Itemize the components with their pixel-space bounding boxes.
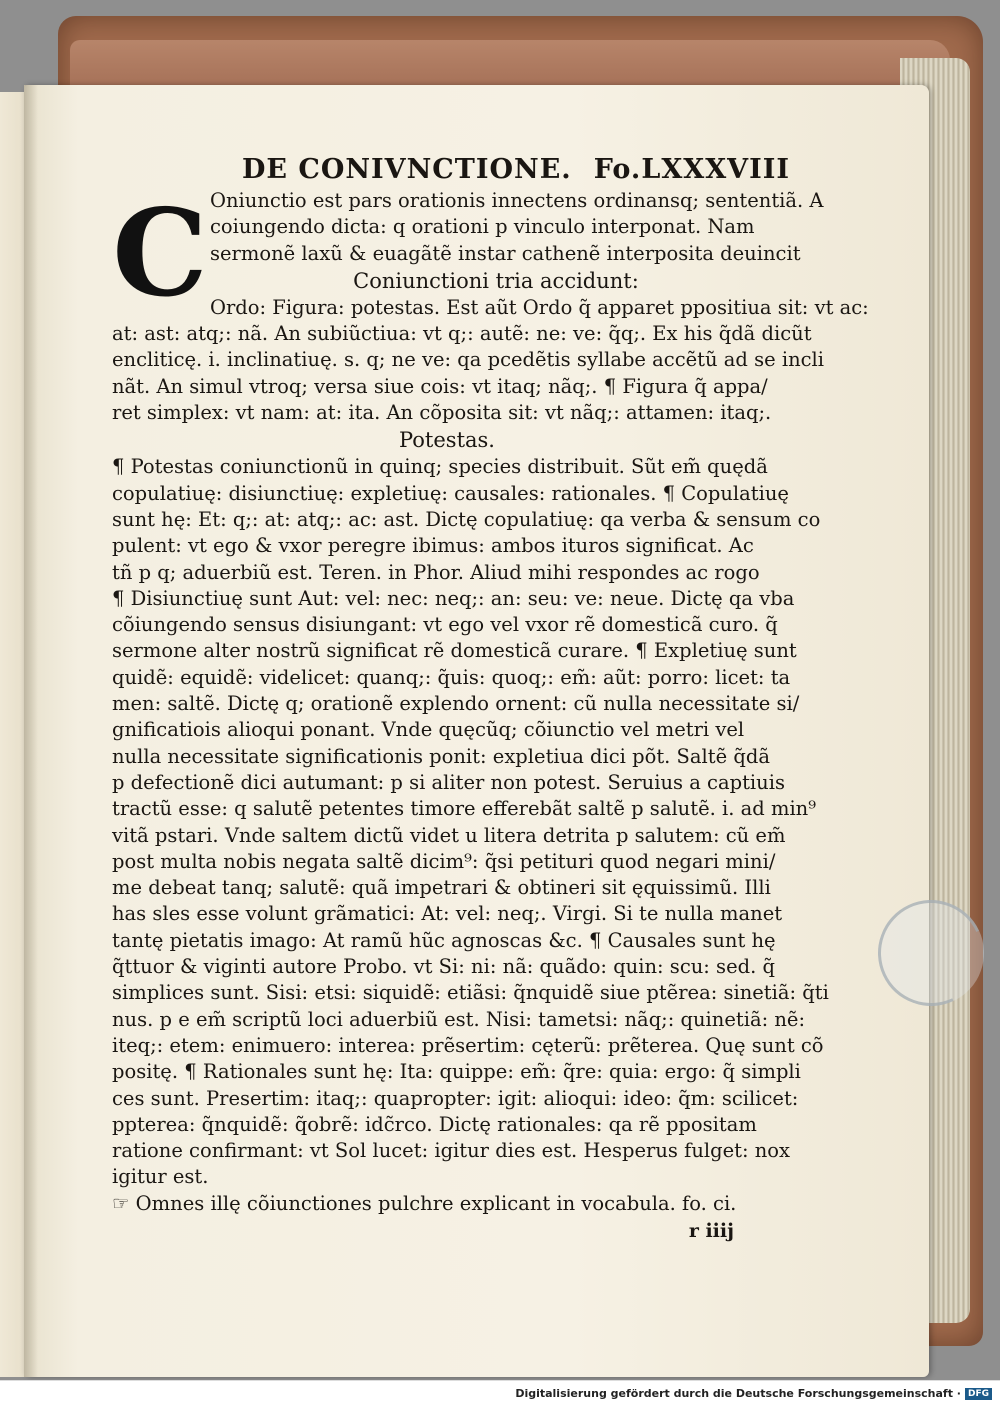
text-line: tractũ esse: q salutẽ petentes timore efferebãt saltẽ p salutẽ. i. ad min⁹ — [112, 797, 817, 821]
text-line: at: ast: atq;: nã. An subiũctiua: vt q;: autẽ: ne: ve: q̃q;. Ex his q̃dã dicũt — [112, 322, 812, 346]
text-line: sunt hę: Et: q;: at: atq;: ac: ast. Dictę copulatiuę: qa verba & sensum co — [112, 507, 821, 531]
credit-text: Digitalisierung gefördert durch die Deutsche Forschungsgemeinschaft · — [515, 1387, 961, 1400]
text-line: men: saltẽ. Dictę q; orationẽ explendo ornent: cũ nulla necessitate si/ — [112, 692, 800, 716]
text-line: gnificatiois alioqui ponant. Vnde quęcũq; cõiunctio vel metri vel — [112, 718, 745, 742]
text-line: vitã pstari. Vnde saltem dictũ videt u litera detrita p salutem: cũ em̃ — [112, 823, 786, 847]
header-title: DE CONIVNCTIONE. — [241, 154, 572, 185]
text-line: p defectionẽ dici autumant: p si aliter non potest. Seruius a captiuis — [112, 770, 785, 794]
text-line: has sles esse volunt grãmatici: At: vel: neq;. Virgi. Si te nulla manet — [112, 902, 783, 926]
page-text-block — [112, 152, 869, 1245]
text-line: nãt. An simul vtroq; versa siue cois: vt itaq; nãq;. ¶ Figura q̃ appa/ — [112, 374, 768, 398]
text-line: ratione confirmant: vt Sol lucet: igitur dies est. Hesperus fulget: nox — [112, 1139, 791, 1163]
signature-mark: r iiij — [688, 1219, 734, 1242]
text-line: igitur est. — [112, 1165, 209, 1189]
text-line: encliticę. i. inclinatiuę. s. q; ne ve: qa pcedẽtis syllabe accẽtũ ad se incli — [112, 348, 825, 372]
section-heading: Potestas. — [399, 428, 495, 453]
section-heading: Coniunctioni tria accidunt: — [353, 268, 639, 293]
text-line: ces sunt. Presertim: itaq;: quapropter: igit: alioqui: ideo: q̃m: scilicet: — [112, 1086, 799, 1110]
text-line: nulla necessitate significationis ponit: expletiua dici põt. Saltẽ q̃dã — [112, 744, 770, 768]
credit-line — [515, 1387, 992, 1400]
text-line: Oniunctio est pars orationis innectens ordinansq; sententiã. A — [210, 189, 824, 212]
text-line: q̃ttuor & viginti autore Probo. vt Si: ni: nã: quãdo: quin: scu: sed. q̃ — [112, 955, 775, 979]
text-line: ¶ Disiunctiuę sunt Aut: vel: nec: neq;: an: seu: ve: neue. Dictę qa vba — [112, 586, 795, 610]
text-line: pulent: vt ego & vxor peregre ibimus: ambos ituros significat. Ac — [112, 534, 754, 558]
text-line: coiungendo dicta: q orationi p vinculo interponat. Nam — [210, 215, 755, 239]
text-line: cõiungendo sensus disiungant: vt ego vel vxor rẽ domesticã curo. q̃ — [112, 613, 778, 637]
text-line: ret simplex: vt nam: at: ita. An cõposita sit: vt nãq;: attamen: itaq;. — [112, 401, 772, 425]
text-line: Ordo: Figura: potestas. Est aũt Ordo q̃ apparet ppositiua sit: vt ac: — [210, 295, 869, 319]
text-line: sermone alter nostrũ significat rẽ domesticã curare. ¶ Expletiuę sunt — [112, 639, 797, 663]
text-line: ☞ Omnes illę cõiunctiones pulchre explicant in vocabula. fo. ci. — [112, 1191, 737, 1215]
text-line: quidẽ: equidẽ: videlicet: quanq;: q̃uis: quoq;: em̃: aũt: porro: licet: ta — [112, 665, 791, 689]
text-line: simplices sunt. Sisi: etsi: siquidẽ: etiãsi: q̃nquidẽ siue ptẽrea: sinetiã: q̃ti — [112, 981, 829, 1005]
text-line: me debeat tanq; salutẽ: quã impetrari & obtineri sit ęquissimũ. Illi — [112, 876, 771, 900]
dfg-logo: DFG — [965, 1388, 992, 1400]
running-header — [112, 152, 790, 188]
text-line: ppterea: q̃nquidẽ: q̃obrẽ: idc̃rco. Dictę rationales: qa rẽ ppositam — [112, 1112, 757, 1136]
text-line: ¶ Potestas coniunctionũ in quinq; species distribuit. Sũt em̃ quędã — [112, 455, 768, 479]
text-line: tñ p q; aduerbiũ est. Teren. in Phor. Aliud mihi respondes ac rogo — [112, 560, 760, 584]
page-gutter-shadow — [24, 85, 38, 1377]
decorated-initial: C — [112, 183, 208, 324]
text-line: nus. p e em̃ scriptũ loci aduerbiũ est. Nisi: tametsi: nãq;: quinetiã: nẽ: — [112, 1007, 806, 1031]
text-line: tantę pietatis imago: At ramũ hũc agnoscas &c. ¶ Causales sunt hę — [112, 928, 776, 952]
binding-top-edge — [70, 40, 950, 88]
text-line: sermonẽ laxũ & euagãtẽ instar cathenẽ interposita deuincit — [210, 241, 801, 265]
folio-number: Fo.LXXXVIII — [593, 154, 790, 185]
text-line: post multa nobis negata saltẽ dicim⁹: q̃si petituri quod negari mini/ — [112, 849, 776, 873]
text-line: positę. ¶ Rationales sunt hę: Ita: quippe: em̃: q̃re: quia: ergo: q̃ simpli — [112, 1060, 801, 1084]
text-line: copulatiuę: disiunctiuę: expletiuę: causales: rationales. ¶ Copulatiuę — [112, 481, 789, 505]
text-line: iteq;: etem: enimuero: interea: prẽsertim: cęterũ: prẽterea. Quę sunt cõ — [112, 1033, 824, 1057]
credit-strip — [0, 1380, 1000, 1408]
